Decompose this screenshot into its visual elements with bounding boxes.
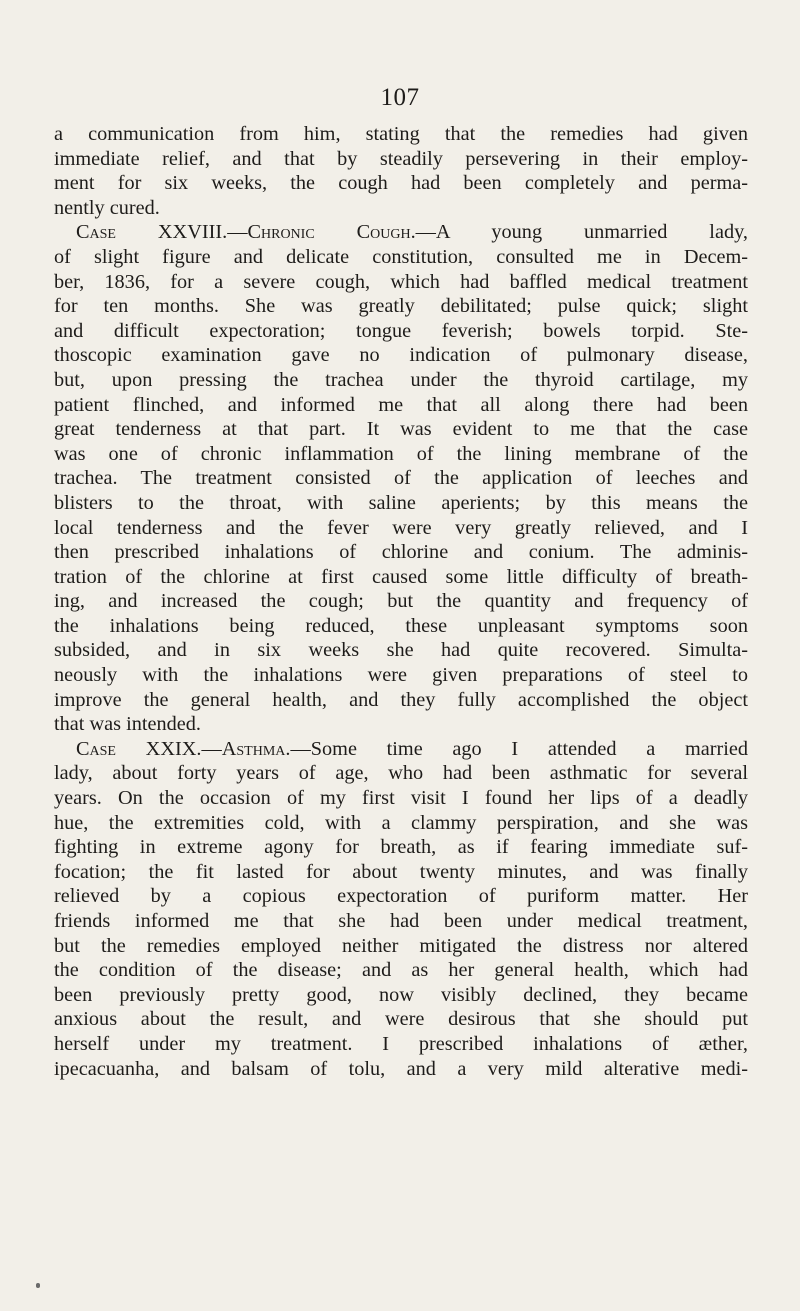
case-heading-line — [54, 737, 748, 762]
text-line: great tenderness at that part. It was evident to me that the case — [54, 418, 748, 441]
text-line: blisters to the throat, with saline aperients; by this means the — [54, 491, 748, 514]
text-line: subsided, and in six weeks she had quite recovered. Simulta- — [54, 639, 748, 662]
text-line: been previously pretty good, now visibly declined, they became — [54, 983, 748, 1006]
text-line: and difficult expectoration; tongue feverish; bowels torpid. Ste- — [54, 319, 748, 342]
text-line: improve the general health, and they fully accomplished the object — [54, 688, 748, 711]
case-label: Case XXVIII. — [76, 221, 228, 244]
text-line: relieved by a copious expectoration of puriform matter. Her — [54, 885, 748, 908]
text-line: that was intended. — [54, 713, 201, 736]
text-line: then prescribed inhalations of chlorine and conium. The adminis- — [54, 541, 748, 564]
case-opening-text: A young unmarried lady, — [435, 221, 748, 244]
page-number: 107 — [380, 84, 420, 111]
text-line: ment for six weeks, the cough had been completely and perma- — [54, 172, 748, 195]
text-line: but, upon pressing the trachea under the thyroid cartilage, my — [54, 368, 748, 391]
case-label: Case XXIX. — [76, 737, 202, 760]
text-line: the inhalations being reduced, these unpleasant symptoms soon — [54, 614, 748, 637]
case-opening-text: Some time ago I attended a married — [310, 737, 749, 760]
text-line: ing, and increased the cough; but the quantity and frequency of — [54, 590, 748, 613]
text-line: nently cured. — [54, 196, 160, 219]
text-line: herself under my treatment. I prescribed inhalations of æther, — [54, 1032, 748, 1055]
text-line: a communication from him, stating that the remedies had given — [54, 123, 748, 145]
text-line: hue, the extremities cold, with a clammy perspiration, and she was — [54, 811, 748, 834]
paragraph-continuation — [54, 122, 748, 220]
text-line: of slight figure and delicate constitution, consulted me in Decem- — [54, 245, 748, 268]
text-line: ipecacuanha, and balsam of tolu, and a very mild alterative medi- — [54, 1057, 748, 1080]
em-dash: — — [290, 737, 311, 760]
text-line: anxious about the result, and were desirous that she should put — [54, 1008, 748, 1031]
case-29-paragraph — [54, 737, 748, 1081]
text-line: for ten months. She was greatly debilitated; pulse quick; slight — [54, 295, 748, 318]
text-line: ber, 1836, for a severe cough, which had baffled medical treatment — [54, 270, 748, 293]
text-line: but the remedies employed neither mitigated the distress nor altered — [54, 934, 748, 957]
ink-speck — [36, 1283, 40, 1288]
text-line: was one of chronic inflammation of the lining membrane of the — [54, 442, 748, 465]
text-line: focation; the fit lasted for about twenty minutes, and was finally — [54, 860, 748, 883]
text-line: local tenderness and the fever were very greatly relieved, and I — [54, 516, 748, 539]
text-line: immediate relief, and that by steadily persevering in their employ- — [54, 147, 748, 170]
case-28-paragraph — [54, 220, 748, 736]
em-dash: — — [227, 221, 248, 244]
case-title: Chronic Cough. — [247, 221, 416, 244]
text-line: years. On the occasion of my first visit I found her lips of a deadly — [54, 787, 748, 810]
text-line: neously with the inhalations were given preparations of steel to — [54, 664, 748, 687]
text-line: trachea. The treatment consisted of the application of leeches and — [54, 467, 748, 490]
text-line: the condition of the disease; and as her general health, which had — [54, 959, 748, 982]
body-text — [54, 122, 748, 1081]
text-line: friends informed me that she had been under medical treatment, — [54, 910, 748, 932]
text-line: fighting in extreme agony for breath, as if fearing immediate suf- — [54, 836, 748, 859]
text-line: lady, about forty years of age, who had been asthmatic for several — [54, 762, 748, 785]
text-line: tration of the chlorine at first caused some little difficulty of breath- — [54, 565, 748, 588]
case-title: Asthma. — [221, 737, 291, 760]
text-line: thoscopic examination gave no indication of pulmonary disease, — [54, 344, 748, 367]
case-heading-line — [54, 220, 748, 245]
text-line: patient flinched, and informed me that all along there had been — [54, 393, 748, 416]
em-dash: — — [201, 737, 222, 760]
em-dash: — — [415, 221, 436, 244]
